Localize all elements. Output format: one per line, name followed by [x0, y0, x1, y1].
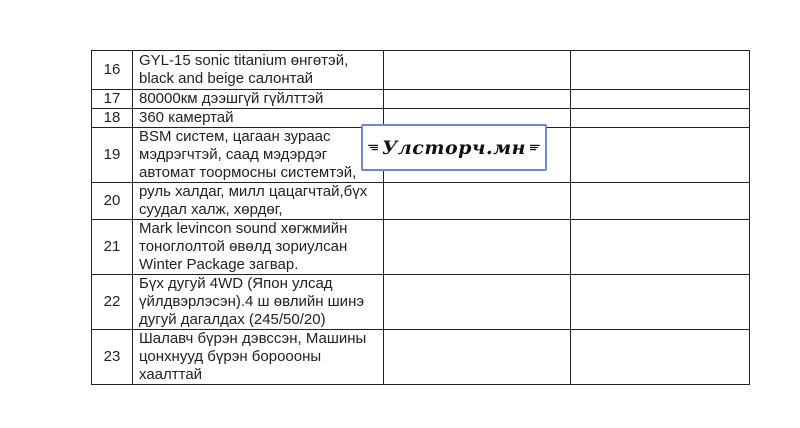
row-description: руль халдаг, милл цацагчтай,бүх суудал халж, хөрдөг,	[133, 183, 384, 220]
left-wing-icon	[367, 143, 378, 152]
table-row	[92, 90, 750, 109]
row-number: 18	[92, 109, 133, 128]
table-row	[92, 51, 750, 90]
table-row	[92, 183, 750, 220]
watermark-logo	[361, 124, 547, 171]
table-row	[92, 275, 750, 330]
row-description: 80000км дээшгүй гүйлттэй	[133, 90, 384, 109]
empty-cell	[384, 51, 571, 90]
row-description: GYL-15 sonic titanium өнгөтэй, black and beige салонтай	[133, 51, 384, 90]
row-number: 23	[92, 330, 133, 385]
empty-cell	[571, 275, 750, 330]
empty-cell	[384, 220, 571, 275]
spec-table	[91, 50, 750, 385]
row-number: 19	[92, 128, 133, 183]
empty-cell	[384, 330, 571, 385]
row-description: Mark levincon sound хөгжмийн тоноглолтой өвөлд зориулсан Winter Package загвар.	[133, 220, 384, 275]
empty-cell	[384, 90, 571, 109]
row-description: Бүх дугуй 4WD (Япон улсад үйлдвэрлэсэн).4 ш өвлийн шинэ дугуй дагалдах (245/50/20)	[133, 275, 384, 330]
table-row	[92, 220, 750, 275]
row-number: 20	[92, 183, 133, 220]
empty-cell	[571, 330, 750, 385]
empty-cell	[571, 90, 750, 109]
table-row	[92, 330, 750, 385]
empty-cell	[571, 51, 750, 90]
row-number: 16	[92, 51, 133, 90]
right-wing-icon	[530, 143, 541, 152]
empty-cell	[571, 220, 750, 275]
row-number: 17	[92, 90, 133, 109]
row-number: 21	[92, 220, 133, 275]
empty-cell	[571, 128, 750, 183]
empty-cell	[571, 183, 750, 220]
empty-cell	[571, 109, 750, 128]
empty-cell	[384, 275, 571, 330]
row-description: Шалавч бүрэн дэвссэн, Машины цонхнууд бүрэн бороооны хаалттай	[133, 330, 384, 385]
row-number: 22	[92, 275, 133, 330]
row-description: 360 камертай	[133, 109, 384, 128]
row-description: BSM систем, цагаан зураас мэдрэгчтэй, саад мэдэрдэг автомат тоормосны системтэй,	[133, 128, 384, 183]
empty-cell	[384, 183, 571, 220]
watermark-text: Улсторч.мн	[381, 136, 527, 159]
